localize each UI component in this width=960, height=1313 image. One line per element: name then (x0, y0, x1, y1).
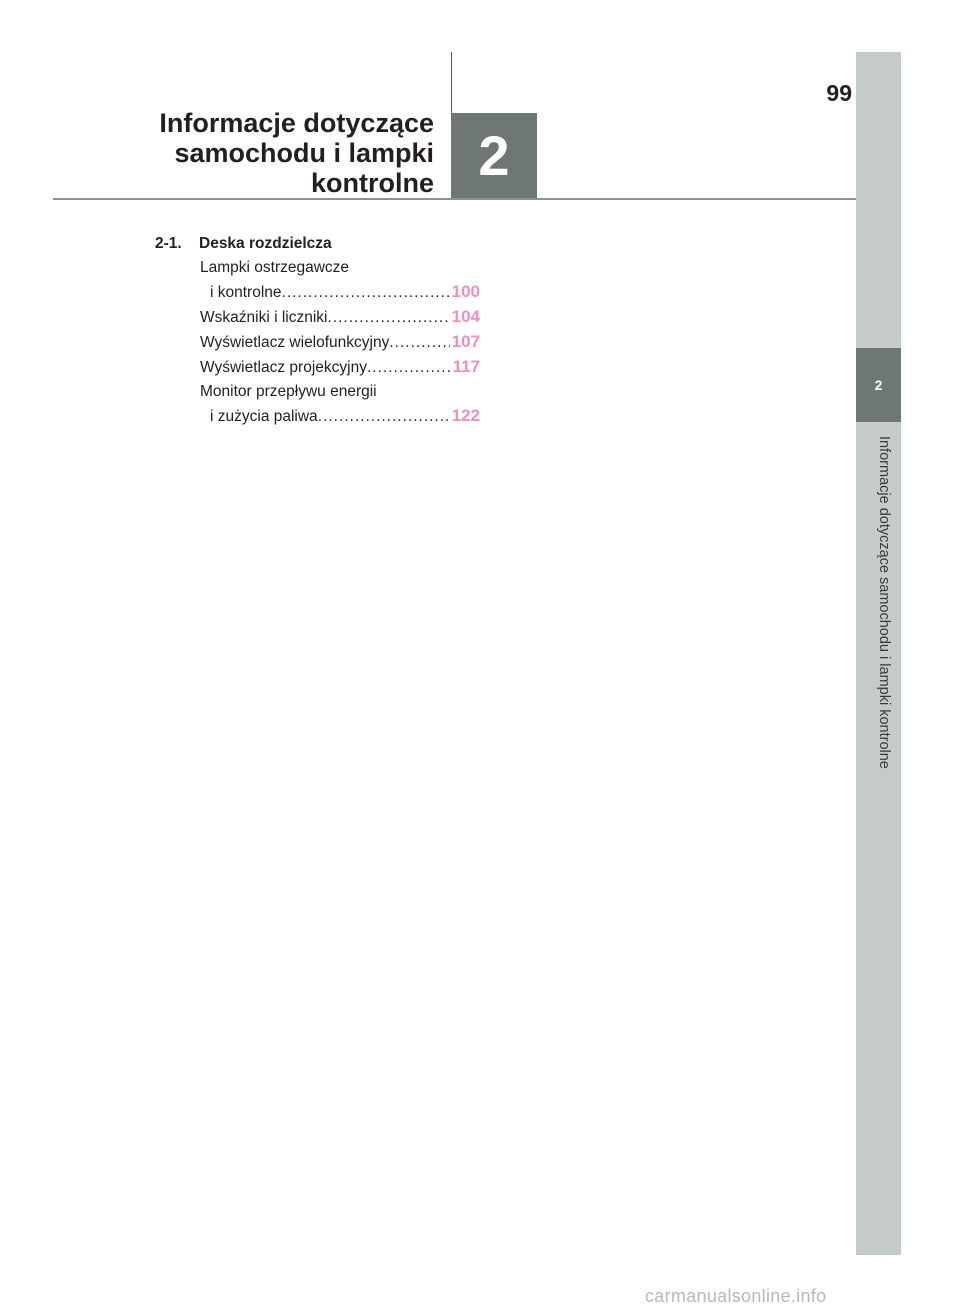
toc-entry[interactable] (155, 380, 480, 429)
chapter-number-box (451, 113, 537, 198)
table-of-contents (155, 232, 480, 429)
toc-entry-title: Monitor przepływu energii (200, 383, 377, 400)
toc-entry-title: Wyświetlacz wielofunkcyjny (200, 334, 390, 351)
header-vertical-rule (451, 52, 452, 114)
side-tab-number: 2 (874, 377, 883, 393)
toc-section-number: 2-1. (155, 235, 182, 252)
side-chapter-tab[interactable] (856, 348, 901, 422)
toc-section-title: Deska rozdzielcza (199, 235, 332, 252)
chapter-title-line: samochodu i lampki (174, 138, 434, 168)
chapter-title-line: kontrolne (310, 168, 434, 198)
toc-entry-title-cont: i zużycia paliwa (210, 408, 318, 425)
toc-page-link[interactable]: 117 (452, 357, 480, 376)
toc-page-link[interactable]: 122 (451, 406, 480, 425)
chapter-title-line: Informacje dotyczące (159, 108, 434, 138)
toc-page-link[interactable]: 100 (451, 282, 480, 301)
toc-page-link[interactable]: 104 (451, 307, 480, 326)
toc-entry-title: Wskaźniki i liczniki (200, 309, 328, 326)
toc-entry[interactable] (155, 305, 480, 330)
toc-entry-title-cont: i kontrolne (210, 284, 282, 301)
toc-leader-dots (389, 331, 449, 355)
toc-leader-dots (327, 306, 449, 330)
toc-leader-dots (282, 281, 450, 305)
toc-entry-title: Lampki ostrzegawcze (200, 259, 350, 276)
chapter-title (114, 108, 434, 198)
page-number: 99 (826, 80, 852, 106)
watermark: carmanualsonline.info (645, 1286, 827, 1306)
header-horizontal-rule (53, 198, 857, 200)
toc-entry[interactable] (155, 330, 480, 355)
side-chapter-label: Informacje dotyczące samochodu i lampki kontrolne (876, 436, 892, 769)
chapter-number: 2 (478, 124, 510, 187)
toc-page-link[interactable]: 107 (451, 332, 480, 351)
toc-entry-title: Wyświetlacz projekcyjny (200, 359, 367, 376)
toc-entry[interactable] (155, 256, 480, 305)
toc-leader-dots (318, 405, 450, 429)
toc-section-heading (155, 232, 480, 256)
toc-entry[interactable] (155, 355, 480, 380)
toc-leader-dots (367, 356, 451, 380)
